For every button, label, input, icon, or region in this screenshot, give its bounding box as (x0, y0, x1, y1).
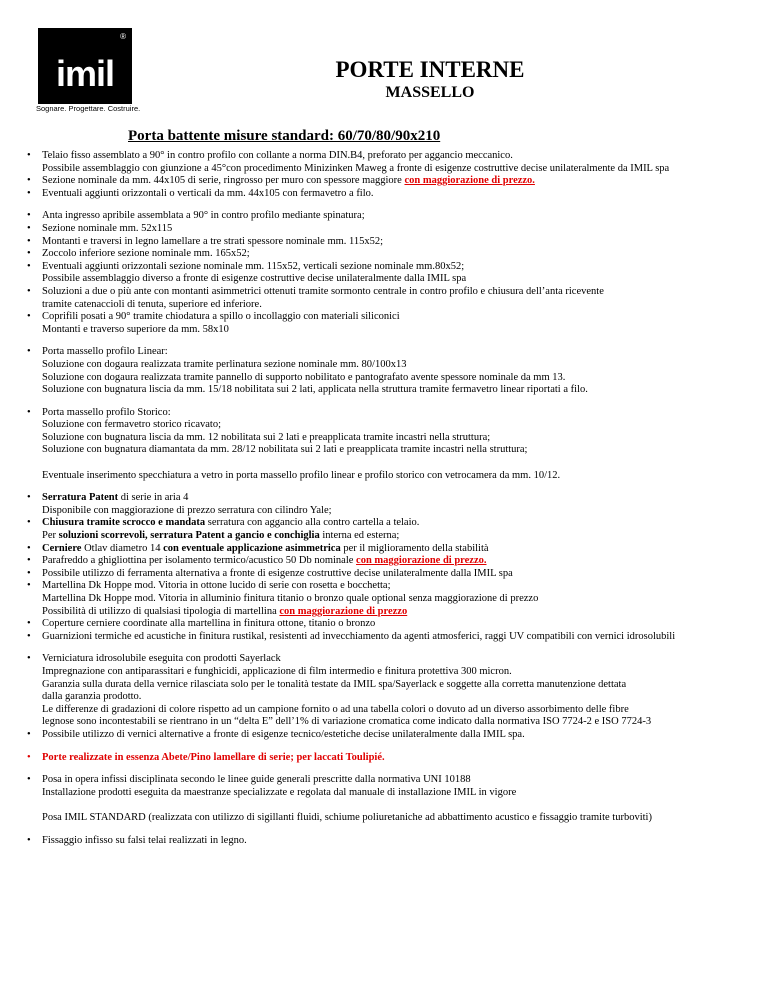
section-anta (20, 210, 760, 336)
list-item: • Eventuali aggiunti orizzontali sezione nominale mm. 115x52, verticali sezione nominale mm.80x52; Possibile assemblaggio diverso a fronte di esigenze costruttive decise unilateralmente dalla IMIL spa (20, 261, 760, 286)
list-item: • Fissaggio infisso su falsi telai realizzati in legno. (20, 835, 760, 848)
list-item: • Anta ingresso apribile assemblata a 90° in contro profilo mediante spinatura; (20, 210, 760, 223)
section-storico (20, 407, 760, 457)
list-item: • Porte realizzate in essenza Abete/Pino lamellare di serie; per laccati Toulipié. (20, 752, 760, 765)
list-item: • Porta massello profilo Linear: Soluzione con dogaura realizzata tramite perlinatura sezione nominale mm. 80/100x13 Soluzione con dogaura realizzata tramite pannello di supporto nobilitato e pantografato avente spessore nominale da mm 13. Soluzione con bugnatura liscia da mm. 15/18 nobilitata sui 2 lati, applicata nella struttura tramite fermavetro linear riportati a filo. (20, 346, 760, 396)
section-telaio (20, 150, 760, 200)
price-note: con maggiorazione di prezzo. (404, 175, 535, 187)
list-item: • Possibile utilizzo di ferramenta alternativa a fronte di esigenze costruttive decise unilateralmente dalla IMIL spa (20, 568, 760, 581)
price-note: con maggiorazione di prezzo (279, 605, 408, 617)
list-item: • Eventuali aggiunti orizzontali o verticali da mm. 44x105 con fermavetro a filo. (20, 188, 760, 201)
list-item: • Posa in opera infissi disciplinata secondo le linee guide generali prescritte dalla normativa UNI 10188 Installazione prodotti eseguita da maestranze specializzate e regolata dal manuale di installazione IMIL in vigore (20, 774, 760, 799)
page-title: PORTE INTERNE (335, 57, 525, 82)
list-item: • Porta massello profilo Storico: Soluzione con fermavetro storico ricavato; Soluzione con bugnatura liscia da mm. 12 nobilitata sui 2 lati e preapplicata tramite incastri nella struttura; Soluzione con bugnatura diamantata da mm. 28/12 nobilitata sui 2 lati e preapplicata tramite incastri nella struttura; (20, 407, 760, 457)
list-item: • Possibile utilizzo di vernici alternative a fronte di esigenze tecnico/estetiche decise unilateralmente dalla IMIL spa. (20, 729, 760, 742)
section-verniciatura (20, 653, 760, 741)
section-heading: Porta battente misure standard: 60/70/80/90x210 (128, 128, 441, 144)
section-essenza (20, 752, 760, 765)
paragraph: Posa IMIL STANDARD (realizzata con utilizzo di sigillanti fluidi, schiume poliuretaniche ad abbattimento acustico e fissaggio tramite turboviti) (42, 811, 652, 823)
logo (38, 28, 132, 104)
list-item: • Telaio fisso assemblato a 90° in contro profilo con collante a norma DIN.B4, preforato per aggancio meccanico. Possibile assemblaggio con giunzione a 45°con procedimento Minizinken Maweg a fronte di esigenze costruttive decise unilateralmente da IMIL spa (20, 150, 760, 175)
list-item: • Cerniere Otlav diametro 14 con eventuale applicazione asimmetrica per il miglioramento della stabilità (20, 543, 760, 556)
list-item: • Guarnizioni termiche ed acustiche in finitura rustikal, resistenti ad invecchiamento da agenti atmosferici, raggi UV compatibili con vernici idrosolubili (20, 631, 760, 644)
section-linear (20, 346, 760, 396)
list-item: • Coperture cerniere coordinate alla martellina in finitura ottone, titanio o bronzo (20, 618, 760, 631)
price-note: con maggiorazione di prezzo. (356, 555, 487, 567)
paragraph: Eventuale inserimento specchiatura a vetro in porta massello profilo linear e profilo storico con vetrocamera da mm. 10/12. (42, 469, 561, 481)
section-ferramenta (20, 492, 760, 643)
list-item: • Serratura Patent di serie in aria 4 Disponibile con maggiorazione di prezzo serratura con cilindro Yale; (20, 492, 760, 517)
list-item: • Sezione nominale mm. 52x115 (20, 223, 760, 236)
list-item: • Coprifili posati a 90° tramite chiodatura a spillo o incollaggio con materiali siliconici Montanti e traverso superiore da mm. 58x10 (20, 311, 760, 336)
list-item: • Chiusura tramite scrocco e mandata serratura con aggancio alla contro cartella a telaio. Per soluzioni scorrevoli, serratura Patent a gancio e conchiglia interna ed esterna; (20, 517, 760, 542)
document-body (20, 150, 760, 847)
section-fissaggio (20, 835, 760, 848)
logo-text: imil (55, 53, 114, 94)
page-subtitle: MASSELLO (385, 84, 475, 101)
list-item: • Soluzioni a due o più ante con montanti asimmetrici ottenuti tramite sormonto centrale in contro profilo e chiusura dell’anta ricevente tramite catenaccioli di tenuta, superiore ed inferiore. (20, 286, 760, 311)
list-item: • Martellina Dk Hoppe mod. Vitoria in ottone lucido di serie con rosetta e bocchetta; Martellina Dk Hoppe mod. Vitoria in alluminio finitura titanio o bronzo quale optional senza maggiorazione di prezzo Possibilità di utilizzo di qualsiasi tipologia di martellina con maggiorazione di prezzo (20, 580, 760, 618)
logo-tagline: Sognare. Progettare. Costruire. (36, 104, 141, 113)
list-item: • Verniciatura idrosolubile eseguita con prodotti Sayerlack Impregnazione con antiparassitari e funghicidi, applicazione di film intermedio e finitura protettiva 300 micron. Garanzia sulla durata della vernice rilasciata solo per le tonalità testate da IMIL spa/Sayerlack e soggette alla corretta manutenzione dettata dalla garanzia prodotto. Le differenze di gradazioni di colore rispetto ad un campione fornito o ad una tabella colori o dovuto ad un diverso assorbimento delle fibre legnose sono incontestabili se rientrano in un “delta E” dell’1% di variazione cromatica come indicato dalla normativa ISO 7724-2 e ISO 7724-3 (20, 653, 760, 729)
section-posa (20, 774, 760, 799)
list-item: • Zoccolo inferiore sezione nominale mm. 165x52; (20, 248, 760, 261)
list-item: • Montanti e traversi in legno lamellare a tre strati spessore nominale mm. 115x52; (20, 236, 760, 249)
list-item: • Sezione nominale da mm. 44x105 di serie, ringrosso per muro con spessore maggiore con maggiorazione di prezzo. (20, 175, 760, 188)
registered-mark: ® (120, 32, 126, 41)
list-item: • Parafreddo a ghigliottina per isolamento termico/acustico 50 Db nominale con maggiorazione di prezzo. (20, 555, 760, 568)
